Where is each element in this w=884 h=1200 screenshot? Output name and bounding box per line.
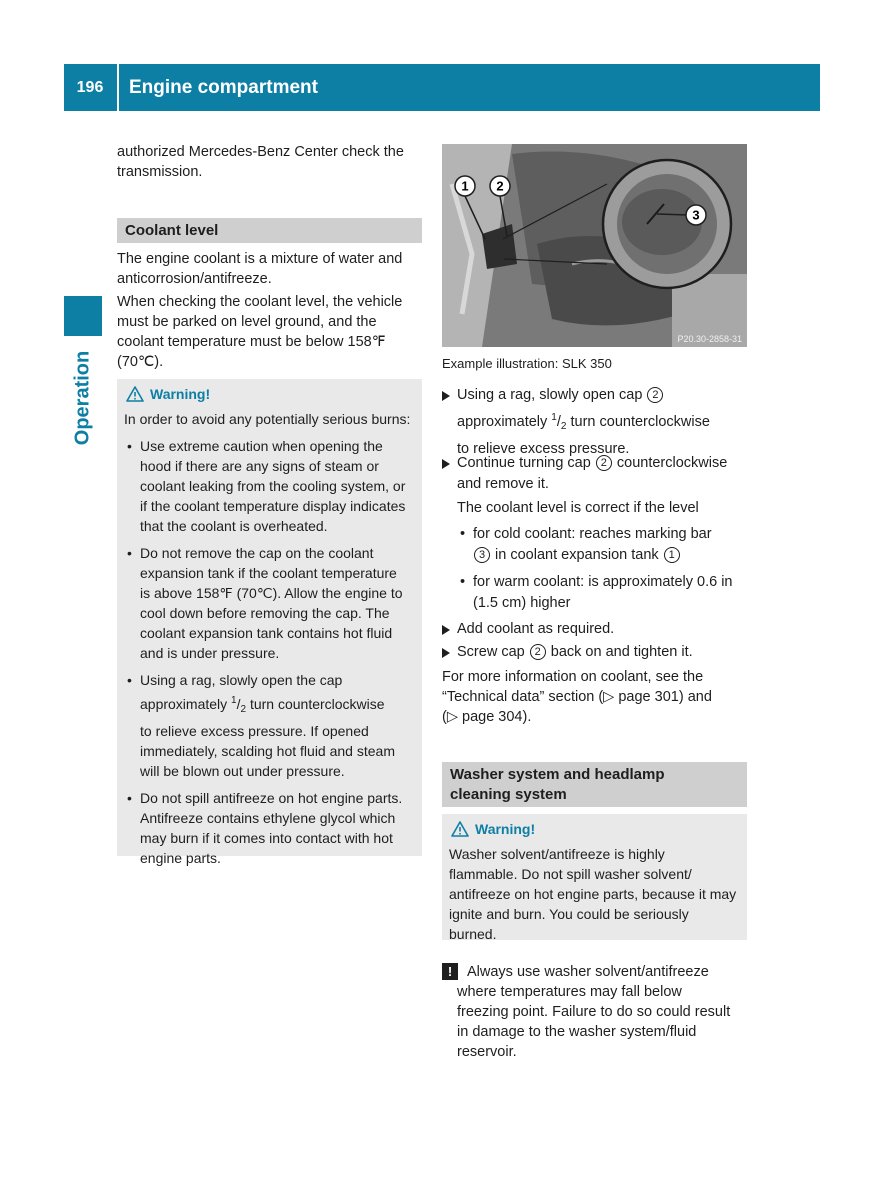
instruction-step [442,453,727,519]
figure-caption: Example illustration: SLK 350 [442,356,612,371]
text-fragment: turn counterclockwise [570,414,710,430]
text-line: (1.5 cm) higher [473,595,571,611]
text-line: for cold coolant: reaches marking bar [473,526,712,542]
warning-triangle-icon [451,821,469,837]
warning-bullet [124,543,415,663]
text-line: is above 158℉ (70℃). Allow the engine to [140,585,403,601]
fraction-denominator: 2 [560,421,567,432]
callout-ref-3: 3 [474,547,490,563]
header-divider [117,64,119,111]
text-fragment: Screw cap [457,644,525,660]
section-heading-coolant [117,218,422,243]
text-line: hood if there are any signs of steam or [140,458,379,474]
callout-3 [686,205,706,225]
text-line [457,406,710,439]
text-line: immediately, scalding hot fluid and steam [140,743,395,759]
text-line: antifreeze on hot engine parts, because it may [449,886,737,902]
text-line: (70℃). [117,354,164,370]
text-line [140,690,415,721]
text-line: For more information on coolant, see the [442,669,704,685]
level-bullet [457,524,712,566]
caution-exclamation-icon: ! [442,963,458,980]
text-line: that the coolant is overheated. [140,518,328,534]
text-line: Antifreeze contains ethylene glycol which [140,810,396,826]
figure-code: P20.30-2858-31 [677,334,742,344]
engine-illustration [442,144,747,347]
text-line: anticorrosion/antifreeze. [117,271,272,287]
fraction-denominator: 2 [240,704,247,715]
bullet-dot: • [460,526,466,542]
engine-compartment-photo [442,144,747,347]
coolant-paragraph-2 [117,292,402,372]
text-fragment: in coolant expansion tank [495,547,659,563]
more-info-paragraph [442,667,712,727]
text-line: may burn if it comes into contact with hot [140,830,393,846]
text-line: and remove it. [457,476,549,492]
text-fragment: counterclockwise [616,455,728,471]
text-fragment: turn counterclockwise [249,696,385,712]
text-line [457,385,710,406]
step-arrow-icon [442,391,450,401]
text-fragment: approximately [140,696,228,712]
warning-title: Warning! [475,821,536,837]
text-line: Washer solvent/antifreeze is highly [449,846,665,862]
warning-intro: In order to avoid any potentially serious burns: [124,411,411,427]
text-line: • Do not remove the cap on the coolant [140,545,374,561]
text-line: if the coolant temperature display indicates [140,498,406,514]
text-fragment: approximately [457,414,548,430]
text-line: reservoir. [457,1044,517,1060]
text-line: burned. [449,926,497,942]
instruction-step [442,642,693,663]
text-line: “Technical data” section (▷ page 301) and [442,689,712,705]
warning-box-coolant [117,379,422,866]
instruction-step [442,385,710,460]
text-line: freezing point. Failure to do so could result [457,1004,731,1020]
fraction-slash: / [236,696,241,712]
caution-note [467,962,709,982]
bullet-dot: • [460,574,466,590]
text-line: in damage to the washer system/fluid [457,1024,697,1040]
text-line: coolant leaking from the cooling system, or [140,478,406,494]
svg-text:3: 3 [692,207,700,223]
warning-bullet [124,788,415,868]
callout-2 [490,176,510,196]
warning-box-washer [442,814,747,940]
warning-triangle-icon [126,386,144,402]
fraction-slash: / [556,414,561,430]
text-line: will be blown out under pressure. [140,763,345,779]
text-line: • Use extreme caution when opening the [140,438,383,454]
text-line: must be parked on level ground, and the [117,314,377,330]
text-line: and is under pressure. [140,645,280,661]
section-heading-text: Coolant level [125,222,219,239]
callout-ref-2: 2 [530,644,546,660]
step-arrow-icon [442,648,450,658]
text-line: for warm coolant: is approximately 0.6 in [473,574,733,590]
text-line: ignite and burn. You could be seriously [449,906,689,922]
text-fragment: Using a rag, slowly open cap [457,387,643,403]
warning-bullet [124,670,415,781]
intro-paragraph [117,142,404,182]
text-line: Always use washer solvent/antifreeze [467,964,709,980]
text-line [457,642,693,663]
text-line: to relieve excess pressure. [457,441,630,457]
text-line: cool down before removing the cap. The [140,605,390,621]
section-heading-text: Washer system and headlamp [450,766,665,783]
text-line: Add coolant as required. [457,621,615,637]
svg-text:2: 2 [496,178,504,194]
warning-text [449,844,740,944]
text-fragment: Continue turning cap [457,455,591,471]
text-line: engine parts. [140,850,221,866]
fraction-numerator: 1 [231,695,237,706]
text-line: flammable. Do not spill washer solvent/ [449,866,692,882]
text-line: • Do not spill antifreeze on hot engine parts. [140,790,403,806]
page-number: 196 [76,79,104,96]
section-heading-washer [442,762,747,807]
section-heading-text: cleaning system [450,786,567,803]
text-line [457,453,727,474]
coolant-paragraph-1 [117,249,402,289]
warning-title: Warning! [150,386,211,402]
intro-line: authorized Mercedes-Benz Center check the [117,144,404,160]
page-header [64,64,820,111]
page-title: Engine compartment [129,77,318,98]
svg-text:1: 1 [461,178,469,194]
fraction-numerator: 1 [551,412,557,423]
level-bullet [457,572,733,614]
text-line: When checking the coolant level, the vehicle [117,294,403,310]
text-line: The engine coolant is a mixture of water and [117,251,403,267]
text-line: • Using a rag, slowly open the cap [140,672,343,688]
side-tab-label: Operation [71,350,94,446]
callout-1 [455,176,475,196]
step-arrow-icon [442,459,450,469]
text-line: coolant expansion tank contains hot fluid [140,625,393,641]
instruction-step [442,619,614,640]
text-fragment: back on and tighten it. [550,644,693,660]
caution-note-continued [457,982,730,1062]
intro-line: transmission. [117,164,203,180]
side-tab-marker [64,296,102,336]
warning-bullet [124,436,415,536]
callout-ref-2: 2 [647,387,663,403]
text-line: coolant temperature must be below 158℉ [117,334,386,350]
callout-ref-1: 1 [664,547,680,563]
text-line: The coolant level is correct if the level [457,500,699,516]
text-line [473,545,712,566]
text-line: to relieve excess pressure. If opened [140,723,369,739]
step-arrow-icon [442,625,450,635]
warning-header [451,818,740,840]
warning-header [126,383,415,405]
text-line: where temperatures may fall below [457,984,682,1000]
text-line: expansion tank if the coolant temperature [140,565,397,581]
callout-ref-2: 2 [596,455,612,471]
text-line: (▷ page 304). [442,709,532,725]
